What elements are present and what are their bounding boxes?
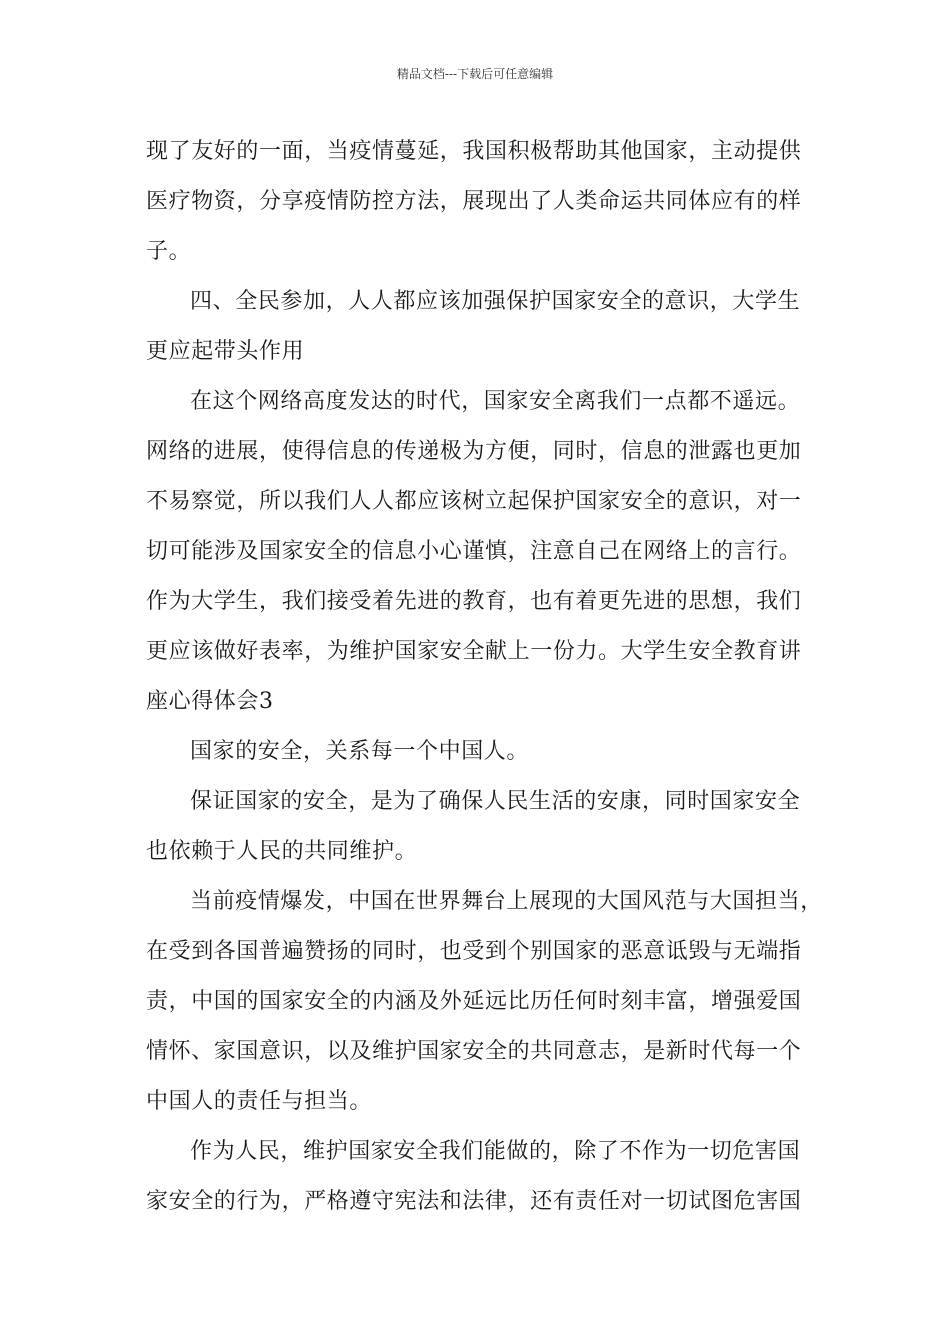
text-line: 切可能涉及国家安全的信息小心谨慎，注意自己在网络上的言行。 xyxy=(146,539,802,564)
text-line: 座心得体会3 xyxy=(146,689,274,714)
text-line: 中国人的责任与担当。 xyxy=(146,1089,373,1114)
text-line: 也依赖于人民的共同维护。 xyxy=(146,839,418,864)
text-line: 保证国家的安全，是为了确保人民生活的安康，同时国家安全 xyxy=(190,789,801,814)
section-heading-line: 四、全民参加，人人都应该加强保护国家安全的意识，大学生 xyxy=(190,289,801,314)
text-line: 更应该做好表率，为维护国家安全献上一份力。大学生安全教育讲 xyxy=(146,639,802,664)
text-line: 在这个网络高度发达的时代，国家安全离我们一点都不遥远。 xyxy=(190,389,801,414)
text-line: 当前疫情爆发，中国在世界舞台上展现的大国风范与大国担当， xyxy=(190,889,823,914)
text-line: 国家的安全，关系每一个中国人。 xyxy=(190,739,530,764)
text-line: 不易察觉，所以我们人人都应该树立起保护国家安全的意识，对一 xyxy=(146,489,802,514)
text-line: 在受到各国普遍赞扬的同时，也受到个别国家的恶意诋毁与无端指 xyxy=(146,939,802,964)
section-heading-line: 更应起带头作用 xyxy=(146,339,305,364)
text-line: 子。 xyxy=(146,239,192,264)
text-line: 网络的进展，使得信息的传递极为方便，同时，信息的泄露也更加 xyxy=(146,439,802,464)
text-line: 情怀、家国意识，以及维护国家安全的共同意志，是新时代每一个 xyxy=(146,1039,802,1064)
text-line: 责，中国的国家安全的内涵及外延远比历任何时刻丰富，增强爱国 xyxy=(146,989,802,1014)
text-line: 作为人民，维护国家安全我们能做的，除了不作为一切危害国 xyxy=(190,1139,801,1164)
document-body xyxy=(146,127,823,1227)
text-line: 现了友好的一面，当疫情蔓延，我国积极帮助其他国家，主动提供 xyxy=(146,139,802,164)
text-line: 医疗物资，分享疫情防控方法，展现出了人类命运共同体应有的样 xyxy=(146,189,802,214)
page-header: 精品文档---下载后可任意编辑 xyxy=(396,67,554,81)
text-line: 家安全的行为，严格遵守宪法和法律，还有责任对一切试图危害国 xyxy=(146,1189,802,1214)
text-line: 作为大学生，我们接受着先进的教育，也有着更先进的思想，我们 xyxy=(146,589,802,614)
